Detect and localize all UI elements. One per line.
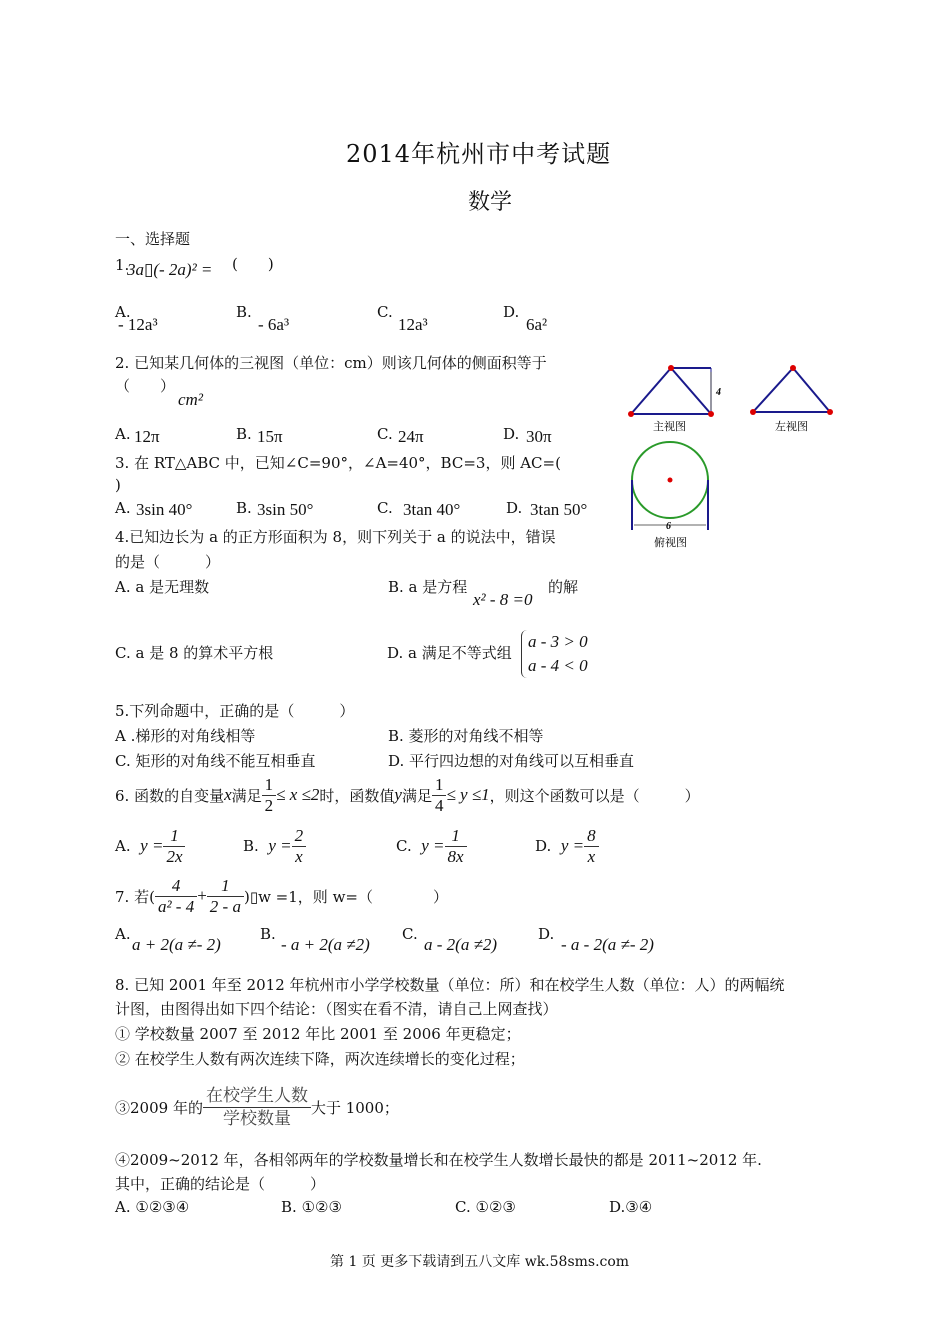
q1-opt-c: 12a³ xyxy=(398,315,428,334)
q2-unit: cm² xyxy=(178,390,203,409)
q8-line2: 计图，由图得出如下四个结论：（图实在看不清，请自己上网查找） xyxy=(115,1000,558,1018)
height-label: 4 xyxy=(716,387,721,398)
q7-opt-d-label: D. xyxy=(538,925,555,943)
inequality-2: a - 4 < 0 xyxy=(528,656,588,675)
q3-close: ) xyxy=(115,476,121,494)
q7-opt-b: - a + 2(a ≠2) xyxy=(281,935,370,954)
q7-frac-1: $\frac{4}{\text{a² - 4}}$ xyxy=(155,876,197,917)
q5-opt-c: C. 矩形的对角线不能互相垂直 xyxy=(115,752,316,770)
q3-opt-c: 3tan 40° xyxy=(403,500,461,519)
q5-opt-a: A .梯形的对角线相等 xyxy=(115,727,256,745)
q3-opt-a-label: A. xyxy=(115,499,131,517)
q3-opt-b: 3sin 50° xyxy=(257,500,314,519)
q6-pre: 6. 函数的自变量 xyxy=(115,786,225,805)
q1-opt-d-label: D. xyxy=(503,303,520,321)
q7-opt-c-label: C. xyxy=(402,925,418,943)
q6-mid1: 满足 xyxy=(231,786,262,805)
q4-opt-b-post: 的解 xyxy=(548,578,579,596)
q2-opt-d: 30π xyxy=(526,427,552,446)
q8-opt-d: D.③④ xyxy=(609,1198,653,1216)
q6-opt-a: A. y = $\frac{1}{2x}$ xyxy=(115,824,185,868)
q1-opt-b-label: B. xyxy=(236,303,252,321)
q3-opt-b-label: B. xyxy=(236,499,252,517)
q8-opt-b: B. ①②③ xyxy=(281,1198,342,1216)
q8-opt-c: C. ①②③ xyxy=(455,1198,516,1216)
top-view-label: 俯视图 xyxy=(654,536,687,549)
q3-opt-d: 3tan 50° xyxy=(530,500,588,519)
front-view-label: 主视图 xyxy=(653,420,686,433)
q6-var-y: y xyxy=(394,785,402,804)
q2-opt-a: 12π xyxy=(134,427,160,446)
q4-opt-b-pre: B. a 是方程 xyxy=(388,578,468,596)
q7-opt-a: a + 2(a ≠- 2) xyxy=(132,935,221,954)
q6-ineq-y: ≤ y ≤1 xyxy=(446,785,490,804)
left-view-label: 左视图 xyxy=(775,420,808,433)
q6-opt-d: D. y = $\frac{8}{x}$ xyxy=(535,824,599,868)
q2-opt-c: 24π xyxy=(398,427,424,446)
q6-mid3: 满足 xyxy=(401,786,432,805)
q2-opt-a-label: A. xyxy=(115,425,131,443)
q1-opt-a-label: A. xyxy=(115,303,131,321)
q2-opt-b-label: B. xyxy=(236,425,252,443)
q4-opt-b-equation: x² - 8 =0 xyxy=(473,590,533,609)
q7-frac-2: $\frac{1}{2 - a}$ xyxy=(207,876,244,917)
q3-opt-d-label: D. xyxy=(506,499,523,517)
q1-opt-c-label: C. xyxy=(377,303,393,321)
q8-conclusion-1: ① 学校数量 2007 至 2012 年比 2001 至 2006 年更稳定； xyxy=(115,1025,521,1043)
q6-var-x: x xyxy=(224,785,232,804)
q6-stem xyxy=(115,773,700,817)
q4-opt-c: C. a 是 8 的算术平方根 xyxy=(115,644,274,662)
q8-opt-a: A. ①②③④ xyxy=(115,1198,190,1216)
q3-opt-c-label: C. xyxy=(377,499,393,517)
q6-post: ，则这个函数可以是（ ） xyxy=(489,786,700,805)
q7-opt-c: a - 2(a ≠2) xyxy=(424,935,498,954)
q5-opt-b: B. 菱形的对角线不相等 xyxy=(388,727,544,745)
q8-question: 其中，正确的结论是（ ） xyxy=(115,1175,326,1193)
q4-opt-a: A. a 是无理数 xyxy=(115,578,210,596)
q6-opt-c: C. y = $\frac{1}{8x}$ xyxy=(396,824,467,868)
top-view-diagram xyxy=(632,442,708,530)
q2-opt-b: 15π xyxy=(257,427,283,446)
q7-opt-a-label: A. xyxy=(115,925,131,943)
page-title: 2014年杭州市中考试题 xyxy=(346,140,612,168)
q5-opt-d: D. 平行四边想的对角线可以互相垂直 xyxy=(388,752,635,770)
width-label: 6 xyxy=(666,521,671,532)
q7-opt-b-label: B. xyxy=(260,925,276,943)
q1-opt-d: 6a² xyxy=(526,315,548,334)
q5-text: 5.下列命题中，正确的是（ ） xyxy=(115,702,355,720)
q7-stem: 7. 若( $\frac{4}{\text{a² - 4}}$ + $\frac{1}{2 - a}$ )▯w =1，则 w=（ ） xyxy=(115,875,448,916)
q8-conclusion-3: ③2009 年的 $\frac{\text{在校学生人数}}{\text{学校数量}}$ 大于 1000； xyxy=(115,1085,399,1129)
inequality-1: a - 3 > 0 xyxy=(528,632,588,651)
subject-title: 数学 xyxy=(468,190,513,215)
q3-text: 3. 在 RT△ABC 中，已知∠C=90°，∠A=40°，BC=3，则 AC=( xyxy=(115,454,561,472)
q4-opt-d-pre: D. a 满足不等式组 xyxy=(387,644,512,662)
q6-opt-b: B. y = $\frac{2}{x}$ xyxy=(243,824,306,868)
left-view-diagram xyxy=(750,365,833,415)
q2-paren: （ ） xyxy=(115,377,176,395)
q4-line2: 的是（ ） xyxy=(115,553,221,571)
q2-opt-c-label: C. xyxy=(377,425,393,443)
q2-opt-d-label: D. xyxy=(503,425,520,443)
q1-expression: 3a▯(- 2a)² = xyxy=(127,260,213,279)
q6-mid2: 时，函数值 xyxy=(319,786,395,805)
q8-conclusion-2: ② 在校学生人数有两次连续下降，两次连续增长的变化过程； xyxy=(115,1050,525,1068)
q6-ineq-x: ≤ x ≤2 xyxy=(276,785,320,804)
q6-frac-half: $\frac{1}{2}$ xyxy=(262,775,277,816)
q4-line1: 4.已知边长为 a 的正方形面积为 8，则下列关于 a 的说法中，错误 xyxy=(115,528,556,546)
q1-number: 1. xyxy=(115,256,130,274)
section-heading: 一、选择题 xyxy=(115,230,191,248)
q1-paren: ( ) xyxy=(232,255,274,273)
q1-opt-a: - 12a³ xyxy=(118,315,158,334)
q7-opt-d: - a - 2(a ≠- 2) xyxy=(561,935,654,954)
q8-line1: 8. 已知 2001 年至 2012 年杭州市小学学校数量（单位：所）和在校学生人数（单位：人）的两幅统 xyxy=(115,976,785,994)
front-view-diagram xyxy=(628,365,714,417)
three-view-figure xyxy=(615,358,845,553)
q2-text: 2. 已知某几何体的三视图（单位：cm）则该几何体的侧面积等于 xyxy=(115,354,547,372)
q8-conclusion-4: ④2009~2012 年，各相邻两年的学校数量增长和在校学生人数增长最快的都是 2011~2012 年. xyxy=(115,1151,762,1169)
q4-opt-d-system xyxy=(521,630,588,678)
q3-opt-a: 3sin 40° xyxy=(136,500,193,519)
q1-opt-b: - 6a³ xyxy=(258,315,290,334)
page-footer: 第 1 页 更多下载请到五八文库 wk.58sms.com xyxy=(330,1254,630,1270)
q6-frac-quarter: $\frac{1}{4}$ xyxy=(432,775,447,816)
